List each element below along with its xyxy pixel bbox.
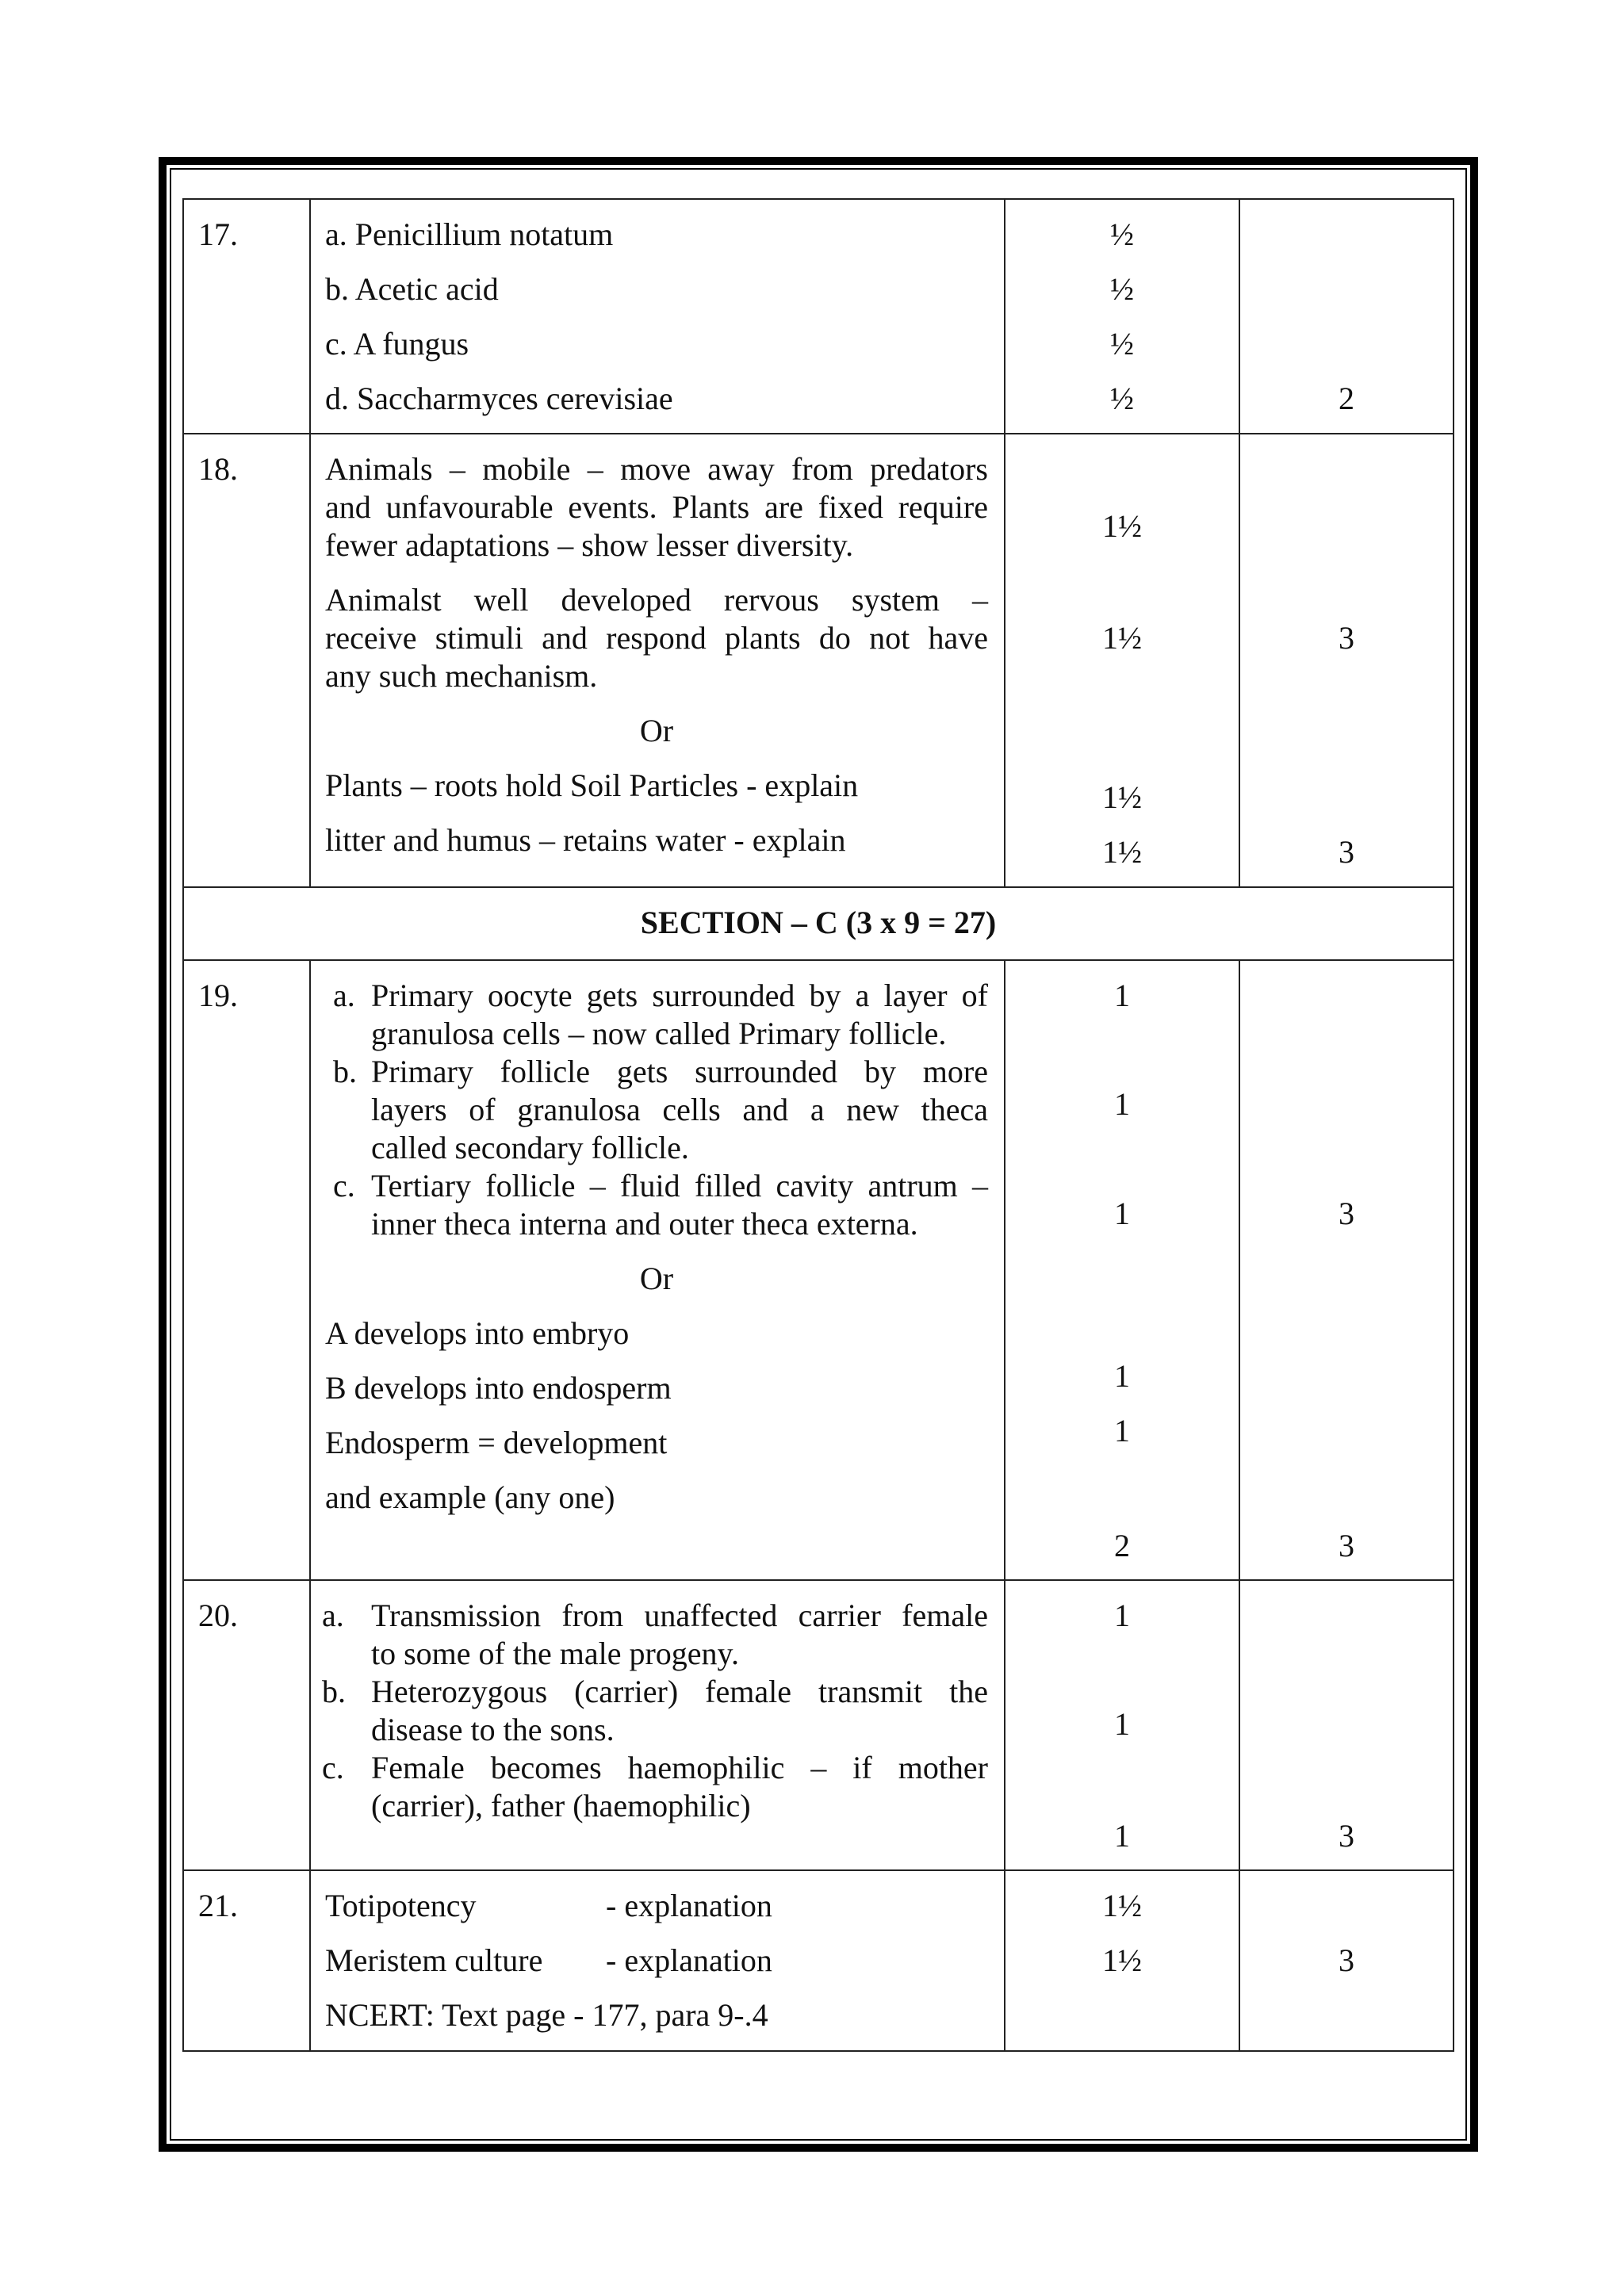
table-rule	[182, 1869, 1454, 1871]
answer-line: receive stimuli and respond plants do not have	[325, 620, 988, 656]
or-separator: Or	[639, 713, 674, 748]
answer-line: Transmission from unaffected carrier female	[371, 1598, 988, 1633]
table-rule	[309, 959, 311, 2052]
answer-line: and unfavourable events. Plants are fixed require	[325, 489, 988, 525]
mark-value: 1	[1114, 1706, 1130, 1742]
table-rule	[182, 2050, 1454, 2052]
answer-line: litter and humus – retains water - explain	[325, 822, 846, 858]
answer-desc: - explanation	[606, 1942, 772, 1978]
mark-value: 1	[1114, 1413, 1130, 1448]
table-rule	[1453, 198, 1454, 2052]
table-rule	[1239, 198, 1240, 888]
or-separator: Or	[639, 1261, 674, 1296]
answer-line: b. Acetic acid	[325, 271, 499, 307]
answer-line: d. Saccharmyces cerevisiae	[325, 381, 673, 416]
mark-value: 1	[1114, 1598, 1130, 1633]
mark-value: 1	[1114, 1196, 1130, 1231]
mark-value: 1	[1114, 978, 1130, 1013]
item-label: c.	[322, 1750, 344, 1785]
table-rule	[182, 198, 184, 2052]
table-rule	[182, 959, 1454, 961]
answer-line: and example (any one)	[325, 1479, 615, 1515]
total-marks: 3	[1339, 1942, 1354, 1978]
item-label: b.	[322, 1674, 346, 1709]
answer-line: granulosa cells – now called Primary follicle.	[371, 1016, 947, 1051]
answer-line: Primary oocyte gets surrounded by a layer of	[371, 978, 988, 1013]
answer-line: (carrier), father (haemophilic)	[371, 1788, 751, 1823]
reference-note: NCERT: Text page - 177, para 9-.4	[325, 1997, 768, 2033]
total-marks: 3	[1339, 1196, 1354, 1231]
answer-line: fewer adaptations – show lesser diversity.	[325, 527, 854, 563]
mark-value: 1½	[1102, 1888, 1142, 1923]
answer-term: Totipotency	[325, 1888, 477, 1923]
mark-value: 1	[1114, 1358, 1130, 1394]
item-label: c.	[333, 1168, 355, 1203]
total-marks: 3	[1339, 1528, 1354, 1563]
answer-line: called secondary follicle.	[371, 1130, 689, 1165]
mark-value: 1½	[1102, 620, 1142, 656]
mark-value: 1	[1114, 1086, 1130, 1122]
table-rule	[182, 886, 1454, 888]
answer-line: layers of granulosa cells and a new theca	[371, 1092, 988, 1127]
answer-line: Primary follicle gets surrounded by more	[371, 1054, 988, 1089]
table-rule	[182, 433, 1454, 434]
answer-line: B develops into endosperm	[325, 1370, 672, 1406]
answer-line: Plants – roots hold Soil Particles - explain	[325, 767, 859, 803]
question-number: 18.	[198, 451, 238, 487]
question-number: 21.	[198, 1888, 238, 1923]
answer-line: a. Penicillium notatum	[325, 216, 614, 252]
answer-desc: - explanation	[606, 1888, 772, 1923]
answer-line: Tertiary follicle – fluid filled cavity antrum –	[371, 1168, 988, 1203]
mark-value: ½	[1110, 381, 1134, 416]
table-rule	[182, 198, 1454, 200]
answer-line: disease to the sons.	[371, 1712, 615, 1747]
answer-line: Heterozygous (carrier) female transmit the	[371, 1674, 988, 1709]
table-rule	[182, 1579, 1454, 1581]
total-marks: 3	[1339, 620, 1354, 656]
answer-line: to some of the male progeny.	[371, 1636, 739, 1671]
answer-line: Endosperm = development	[325, 1425, 668, 1460]
answer-line: inner theca interna and outer theca externa.	[371, 1206, 918, 1242]
answer-line: Animalst well developed rervous system –	[325, 582, 988, 618]
mark-value: 1½	[1102, 508, 1142, 544]
section-heading: SECTION – C (3 x 9 = 27)	[640, 905, 997, 940]
item-label: a.	[333, 978, 355, 1013]
total-marks: 2	[1339, 381, 1354, 416]
mark-value: 1½	[1102, 1942, 1142, 1978]
table-rule	[1239, 959, 1240, 2052]
item-label: a.	[322, 1598, 344, 1633]
total-marks: 3	[1339, 834, 1354, 870]
answer-line: Animals – mobile – move away from predators	[325, 451, 988, 487]
answer-line: Female becomes haemophilic – if mother	[371, 1750, 988, 1785]
question-number: 20.	[198, 1598, 238, 1633]
question-number: 19.	[198, 978, 238, 1013]
mark-value: 2	[1114, 1528, 1130, 1563]
total-marks: 3	[1339, 1818, 1354, 1854]
table-rule	[309, 198, 311, 888]
mark-value: 1½	[1102, 834, 1142, 870]
answer-term: Meristem culture	[325, 1942, 543, 1978]
answer-line: c. A fungus	[325, 326, 469, 362]
mark-value: ½	[1110, 271, 1134, 307]
mark-value: 1½	[1102, 779, 1142, 815]
question-number: 17.	[198, 216, 238, 252]
mark-value: ½	[1110, 216, 1134, 252]
mark-value: ½	[1110, 326, 1134, 362]
answer-line: any such mechanism.	[325, 658, 598, 694]
mark-value: 1	[1114, 1818, 1130, 1854]
item-label: b.	[333, 1054, 357, 1089]
answer-line: A develops into embryo	[325, 1315, 630, 1351]
